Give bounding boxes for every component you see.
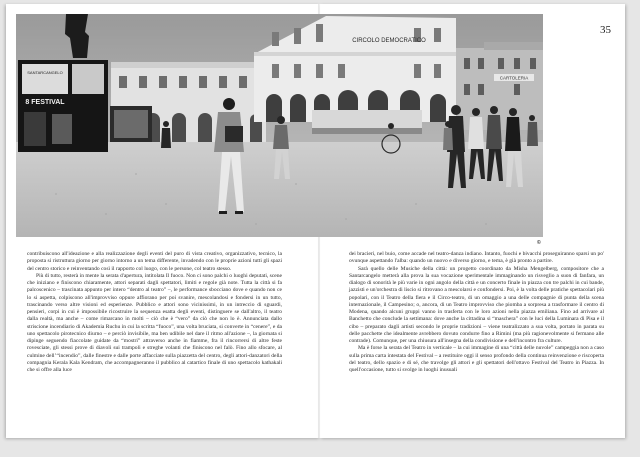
paragraph: contribuiscono all'ideazione e alla realizzazione degli eventi del puro di vista creativo, organizzativo, tecnico, la proposta si ristruttura giorno per giorno intorno a un tema differente, invadendo con le proprie azioni tutti gli spazi del centro storico e reinventando così il rapporto col luogo, con le persone, col teatro stesso. [27, 251, 282, 272]
right-text-column [349, 251, 604, 374]
photo-credit-mark: © [537, 240, 541, 246]
paragraph: dei bracieri, nel buio, come accade nel teatro-danza indiano. Intanto, fuochi e bivacchi proseguiranno sparsi un po' ovunque aspettando l'alba: quando un nuovo e diverso giorno, e tema, è già pronto a partire. [349, 251, 604, 265]
paragraph: Sarà quello delle Musiche della città: un progetto coordinato da Misha Mengelberg, compositore che a Santarcangelo metterà alla prova la sua vocazione sperimentale immaginando un risveglio a suon di fanfara, un dialogo di sonorità le più varie in ogni angolo della città e un concerto finale in piazza con tre palchi in cui bande, jazzisti e un'orchestra di liscio si ritrovano a mescolarsi e confondersi. Poi, è la volta delle pratiche spettacolari più popolari, con il Teatro della fiera e il Circo-teatro, di un omaggio a una delle compagnie di punta della scena internazionale, il Campesino; o, ancora, di un Teatro improvviso che piomba a sorpresa a trasformare il centro di Modena, quando alcuni gruppi vanno in trasferta con le loro azioni nella piazza emiliana. Fino ad arrivare al Banchetto che conclude la settimana: dove anche la cittadina si “maschera” con le luci della Luminara di Pisa e il cibo – preparato dagli artisti secondo le proprie tradizioni – viene teatralizzato a sua volta, portato in parata su delle pacchette che idealmente avrebbero dovuto condurre fino a Rimini (ma più ragionevolmente si fermano alle contrade). Comunque, per una chiusura all'insegna della condivisione e dell'incontro fra culture. [349, 265, 604, 344]
left-text-column [27, 251, 282, 374]
page-number: 35 [600, 24, 611, 36]
festival-photo [16, 14, 543, 237]
kiosk-sign: SANTARCANGELO [27, 70, 63, 75]
festival-banner: 8 FESTIVAL [25, 99, 65, 106]
circolo-sign: CIRCOLO DEMOCRATICO [352, 38, 426, 44]
paragraph: Ma è forse la serata del Teatro in verticale – la cui immagine di una “città delle nuvole” campeggia non a caso sulla prima carta intestata del Festival – a restituire oggi il senso profondo della continua reinvenzione e riscoperta del teatro, dello spazio e di sé, che travolge gli attori e gli spettatori dell'ottavo Festival del Teatro in Piazza. In quell'occasione, tutto si svolge in luoghi inusuali [349, 345, 604, 373]
cartoleria-sign: CARTOLERIA [499, 75, 529, 81]
paragraph: Più di tutto, resterà in mente la serata d'apertura, intitolata Il fuoco. Non ci sono palchi o luoghi deputati, scene che iniziano e finiscono chiaramente, attori separati dagli spettatori, limiti e regole già note. Tutta la città si fa palcoscenico – trascinata appunto per intero “dentro al teatro” –, le performance sbocciano dove e quando non ce lo si aspetta, colpiscono all'improvviso oppure affiorano per poi svanire, mescolandosi e fondersi in un tutto, trascinando verso altre visioni ed esperienze. Pubblico e attori sono vicinissimi, in un intreccio di sguardi, pensieri, corpi in cui è impossibile ricostruire la sequenza esatta degli eventi, distinguere se dall'altro, il teatro dalla realtà, ma anche – come rimarcano in molti – ciò che è “vero” da ciò che non lo è. Annunciata dallo striscione incendiario di Akademia Ruchu in cui la scritta “fuoco”, una volta bruciata, si converte in “cenere”, e da uno spettacolo pirotecnico diurno – e perciò invisibile, ma ben udibile nel dare il ritmo all'azione –, la giornata si dipinge seguendo fiaccolate guidate da “mostri” attraverso anche in fiamme, fra il rincorrersi di altre feste rovesciate, gli stessi prove di diavoli sui trampoli e streghe volanti che finiscono nel falò. Fino allo sfocare, al culmine dell’“incendio”, dalle finestre e dalle porte affacciate sulla piazzetta del centro, degli attori-danzatori della compagnia Kerala Kala Kendram, che accompagneranno il pubblico al catartico finale di uno spettacolo kathakali che si offre alla luce [27, 272, 282, 373]
parked-truck [312, 110, 422, 134]
